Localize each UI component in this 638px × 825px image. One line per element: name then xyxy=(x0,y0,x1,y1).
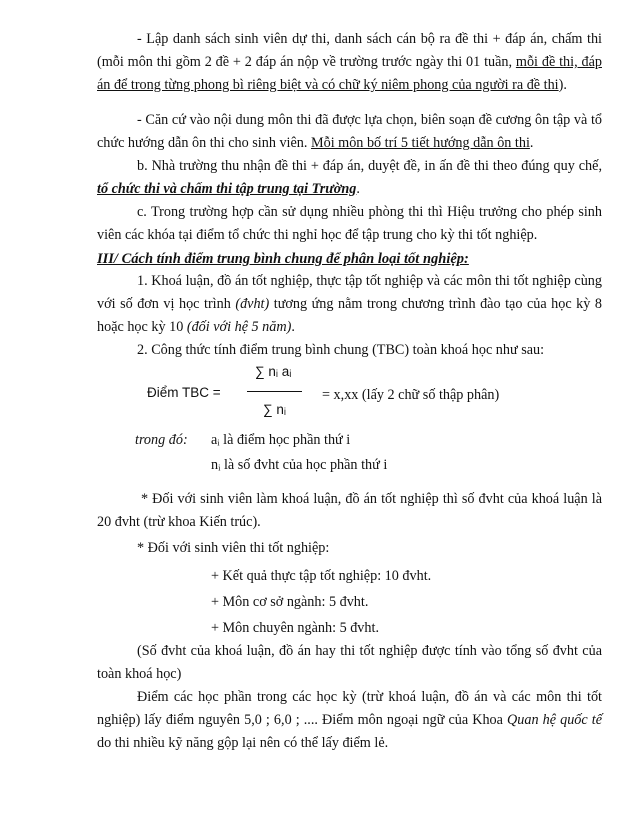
italic-text: (đvht) xyxy=(235,296,270,312)
formula-numerator: ∑ nᵢ aᵢ xyxy=(255,364,292,379)
list-item: + Kết quả thực tập tốt nghiệp: 10 đvht. xyxy=(211,568,432,584)
formula-result: = x,xx (lấy 2 chữ số thập phân) xyxy=(322,387,500,403)
where-line-ai: aᵢ là điểm học phần thứ i xyxy=(211,432,351,448)
underlined-text: Mỗi môn bố trí 5 tiết hướng dẫn ôn thi xyxy=(310,135,530,151)
paragraph-thesis-units xyxy=(97,270,602,339)
paragraph-grading xyxy=(97,686,602,755)
list-item: + Môn cơ sở ngành: 5 đvht. xyxy=(211,594,369,610)
text-segment: Điểm các học phần trong các học kỳ (trừ khoá luận, đồ án và các môn thi tốt nghiệp) lấy điểm nguyên 5,0 ; 6,0 ; .... Điểm môn ngoại ngữ của Khoa xyxy=(97,689,602,728)
text-segment: b. Nhà trường thu nhận đề thi + đáp án, duyệt đề, in ấn đề thi theo đúng quy chế, xyxy=(137,158,602,174)
paragraph-exam-outline xyxy=(97,109,602,155)
list-item: + Môn chuyên ngành: 5 đvht. xyxy=(211,620,379,636)
section-heading: III/ Cách tính điểm trung bình chung để phân loại tốt nghiệp: xyxy=(97,251,469,267)
formula-denominator: ∑ nᵢ xyxy=(263,402,287,417)
italic-text: Quan hệ quốc tế xyxy=(507,712,602,728)
emphasized-text: tổ chức thi và chấm thi tập trung tại Trường xyxy=(97,181,357,197)
paragraph-exam-collection xyxy=(97,155,602,201)
paragraph-exam-preparation xyxy=(97,28,602,97)
text-segment: 1. Khoá luận, đồ án tốt nghiệp, thực tập tốt nghiệp và các môn thi tốt nghiệp cùng với số đơn vị học trình xyxy=(97,273,602,312)
note-thesis-students: * Đối với sinh viên làm khoá luận, đồ án tốt nghiệp thì số đvht của khoá luận là 20 đvht (trừ khoa Kiến trúc). xyxy=(97,491,602,530)
text-segment: ). xyxy=(558,77,567,93)
formula-label: Điểm TBC = xyxy=(147,385,221,400)
text-segment: . xyxy=(529,135,534,151)
note-exam-students: * Đối với sinh viên thi tốt nghiệp: xyxy=(137,540,330,556)
paragraph-units-note: (Số đvht của khoá luận, đồ án hay thi tốt nghiệp được tính vào tổng số đvht của toàn khoá học) xyxy=(97,643,602,682)
paragraph-formula-intro: 2. Công thức tính điểm trung bình chung (TBC) toàn khoá học như sau: xyxy=(137,342,545,358)
text-segment: - Lập danh sách sinh viên dự thi, danh sách cán bộ ra đề thi + đáp án, chấm thi (mỗi môn thi gồm 2 đề + 2 đáp án nộp về trường trước ngày thi 01 tuần, xyxy=(97,31,602,70)
where-label: trong đó: xyxy=(135,432,188,448)
where-line-ni: nᵢ là số đvht của học phần thứ i xyxy=(211,457,388,473)
underlined-text: mỗi đề thi, đáp án để trong từng phong bì riêng biệt và có chữ ký niêm phong của người ra đề thi xyxy=(97,54,602,93)
text-segment: . xyxy=(291,319,295,335)
text-segment: do thi nhiều kỹ năng gộp lại nên có thể lấy điểm lẻ. xyxy=(97,735,389,751)
fraction-line xyxy=(247,391,302,392)
paragraph-multiple-rooms: c. Trong trường hợp cần sử dụng nhiều phòng thi thì Hiệu trưởng cho phép sinh viên các khóa tại điểm tổ chức thi nghỉ học để tập trung cho kỳ thi tốt nghiệp. xyxy=(97,204,602,243)
text-segment: . xyxy=(356,181,360,197)
text-segment: - Căn cứ vào nội dung môn thi đã được lựa chọn, biên soạn đề cương ôn tập và tổ chức hướng dẫn ôn thi cho sinh viên. xyxy=(97,112,602,151)
italic-text: (đối với hệ 5 năm) xyxy=(186,319,292,335)
text-segment: tương ứng nằm trong chương trình đào tạo của học kỳ 8 hoặc học kỳ 10 xyxy=(97,296,602,335)
